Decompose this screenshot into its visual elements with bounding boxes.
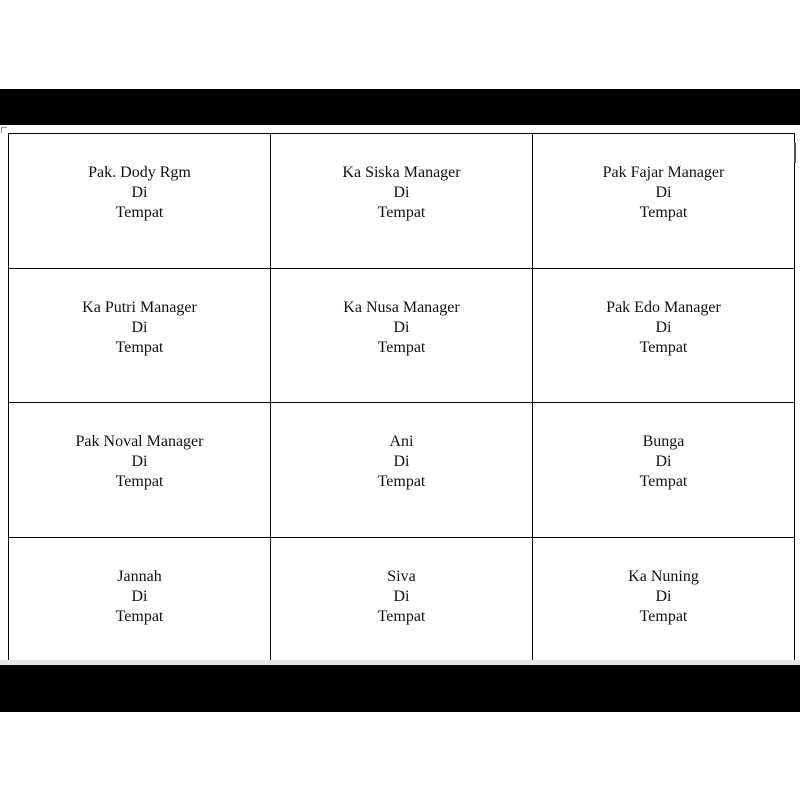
- recipient-name: Pak Noval Manager: [75, 433, 204, 450]
- recipient-line-di: Di: [393, 319, 410, 336]
- letterbox-top: [0, 89, 800, 125]
- recipient-line-tempat: Tempat: [639, 339, 688, 356]
- recipient-line-tempat: Tempat: [639, 608, 688, 625]
- recipient-line-di: Di: [131, 453, 148, 470]
- document-page[interactable]: [0, 125, 800, 665]
- recipient-name: Pak. Dody Rgm: [88, 164, 191, 181]
- recipient-line-di: Di: [393, 588, 410, 605]
- recipient-name: Ka Nusa Manager: [343, 299, 460, 316]
- recipient-line-tempat: Tempat: [377, 204, 426, 221]
- label-cell[interactable]: [271, 538, 533, 665]
- label-cell[interactable]: [9, 403, 271, 538]
- recipient-line-di: Di: [131, 184, 148, 201]
- recipient-line-tempat: Tempat: [377, 339, 426, 356]
- label-cell[interactable]: [533, 538, 795, 665]
- recipient-line-di: Di: [393, 184, 410, 201]
- label-cell[interactable]: [271, 134, 533, 269]
- recipient-name: Ka Nuning: [628, 568, 699, 585]
- label-cell[interactable]: [9, 538, 271, 665]
- recipient-name: Bunga: [642, 433, 685, 450]
- recipient-name: Ani: [389, 433, 414, 450]
- label-cell[interactable]: [9, 134, 271, 269]
- recipient-line-tempat: Tempat: [639, 204, 688, 221]
- recipient-line-tempat: Tempat: [377, 473, 426, 490]
- recipient-name: Siva: [387, 568, 416, 585]
- recipient-line-tempat: Tempat: [639, 473, 688, 490]
- letterbox-bottom: [0, 665, 800, 712]
- address-label-table[interactable]: [8, 133, 795, 665]
- recipient-line-di: Di: [131, 588, 148, 605]
- label-cell[interactable]: [271, 269, 533, 403]
- recipient-line-di: Di: [655, 184, 672, 201]
- recipient-name: Ka Putri Manager: [82, 299, 197, 316]
- recipient-name: Ka Siska Manager: [342, 164, 461, 181]
- recipient-line-di: Di: [655, 453, 672, 470]
- recipient-line-tempat: Tempat: [115, 473, 164, 490]
- label-cell[interactable]: [533, 134, 795, 269]
- label-cell[interactable]: [271, 403, 533, 538]
- recipient-line-di: Di: [131, 319, 148, 336]
- recipient-line-di: Di: [655, 588, 672, 605]
- label-cell[interactable]: [533, 403, 795, 538]
- recipient-name: Pak Fajar Manager: [602, 164, 725, 181]
- recipient-line-di: Di: [393, 453, 410, 470]
- label-cell[interactable]: [9, 269, 271, 403]
- page-margin-marker: [1, 127, 7, 133]
- label-cell[interactable]: [533, 269, 795, 403]
- recipient-line-tempat: Tempat: [115, 608, 164, 625]
- recipient-line-tempat: Tempat: [115, 339, 164, 356]
- recipient-line-di: Di: [655, 319, 672, 336]
- recipient-line-tempat: Tempat: [377, 608, 426, 625]
- recipient-name: Pak Edo Manager: [606, 299, 721, 316]
- recipient-line-tempat: Tempat: [115, 204, 164, 221]
- recipient-name: Jannah: [117, 568, 162, 585]
- text-cursor-marker: [794, 143, 796, 163]
